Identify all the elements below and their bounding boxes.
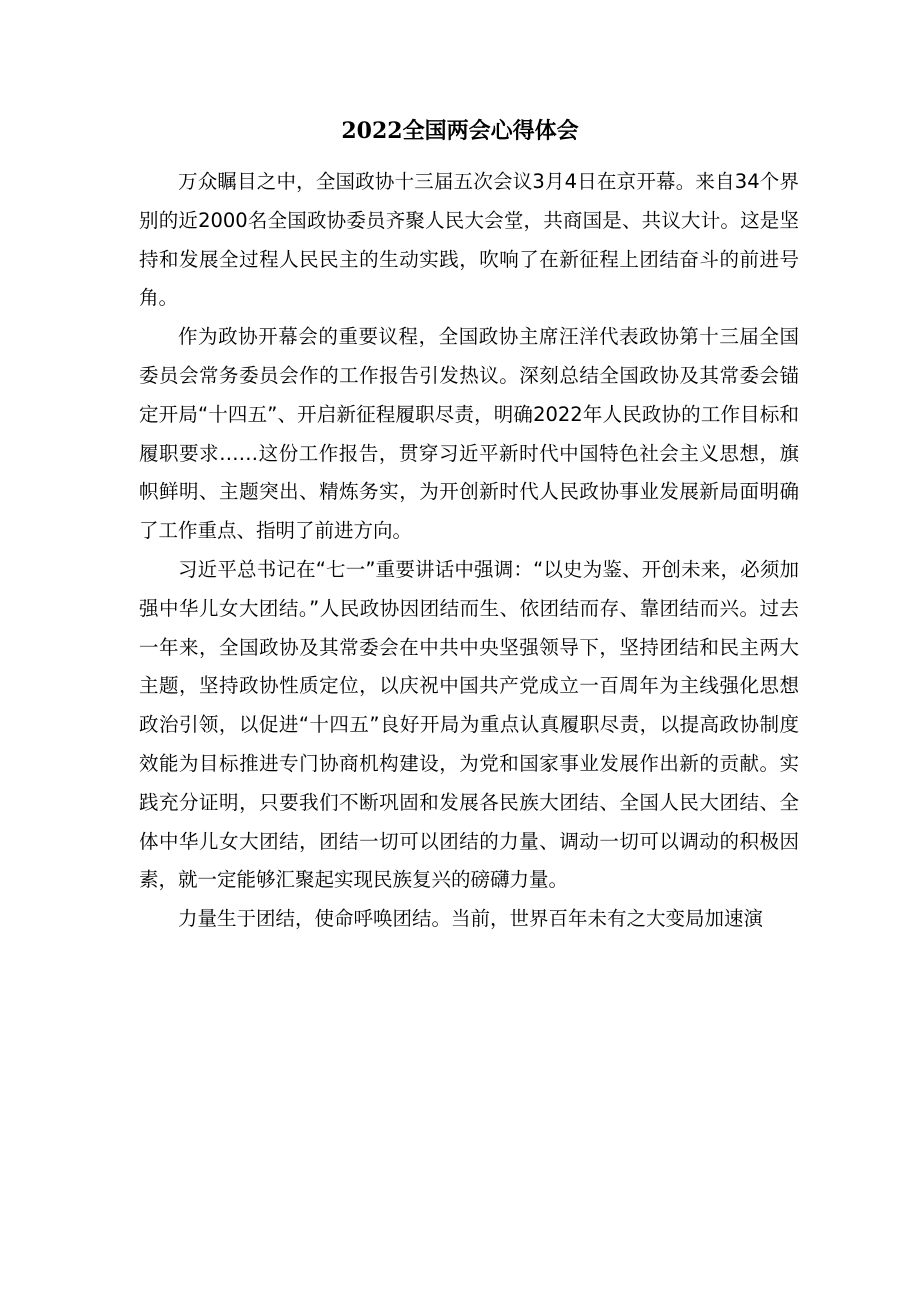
paragraph-4: 力量生于团结，使命呼唤团结。当前，世界百年未有之大变局加速演 <box>178 907 764 931</box>
paragraph-2: 作为政协开幕会的重要议程，全国政协主席汪洋代表政协第十三届全国委员会常务委员会作的工作报告引发热议。深刻总结全国政协及其常委会锚定开局“十四五”、开启新征程履职尽责，明确2022年人民政协的工作目标和履职要求……这份工作报告，贯穿习近平新时代中国特色社会主义思想，旗帜鲜明、主题突出、精炼务实，为开创新时代人民政协事业发展新局面明确了工作重点、指明了前进方向。 <box>139 325 799 543</box>
paragraph-1: 万众瞩目之中，全国政协十三届五次会议3月4日在京开幕。来自34个界别的近2000名全国政协委员齐聚人民大会堂，共商国是、共议大计。这是坚持和发展全过程人民民主的生动实践，吹响了在新征程上团结奋斗的前进号角。 <box>139 170 799 310</box>
document-title: 2022全国两会心得体会 <box>341 118 579 144</box>
paragraph-3: 习近平总书记在“七一”重要讲话中强调：“以史为鉴、开创未来，必须加强中华儿女大团结。”人民政协因团结而生、依团结而存、靠团结而兴。过去一年来，全国政协及其常委会在中共中央坚强领导下，坚持团结和民主两大主题，坚持政协性质定位，以庆祝中国共产党成立一百周年为主线强化思想政治引领，以促进“十四五”良好开局为重点认真履职尽责，以提高政协制度效能为目标推进专门协商机构建设，为党和国家事业发展作出新的贡献。实践充分证明，只要我们不断巩固和发展各民族大团结、全国人民大团结、全体中华儿女大团结，团结一切可以团结的力量、调动一切可以调动的积极因素，就一定能够汇聚起实现民族复兴的磅礴力量。 <box>139 557 799 892</box>
document-body <box>139 163 799 939</box>
